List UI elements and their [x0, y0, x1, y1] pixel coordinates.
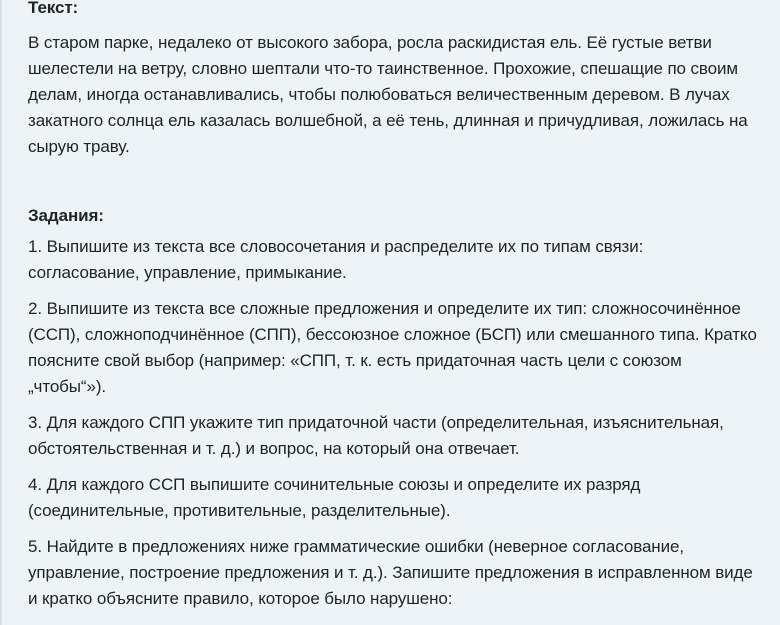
text-paragraph: В старом парке, недалеко от высокого забора, росла раскидистая ель. Её густые ветви шелестели на ветру, словно шептали что-то таинственное. Прохожие, спешащие по своим делам, иногда останавливались, чтобы полюбоваться величественным деревом. В лучах закатного солнца ель казалась волшебной, а её тень, длинная и причудливая, ложилась на сырую траву. [28, 33, 748, 156]
tasks-heading: Задания: [28, 206, 104, 225]
task-item-4: 4. Для каждого ССП выпишите сочинительные союзы и определите их разряд (соединительные, противительные, разделительные). [28, 475, 641, 520]
task-item-2: 2. Выпишите из текста все сложные предложения и определите их тип: сложносочинённое (ССП), сложноподчинённое (СПП), бессоюзное сложное (БСП) или смешанного типа. Кратко поясните свой выбор (например: «СПП, т. к. есть придаточная часть цели с союзом „чтобы“»). [28, 299, 757, 396]
task-item-3: 3. Для каждого СПП укажите тип придаточной части (определительная, изъяснительная, обстоятельственная и т. д.) и вопрос, на который она отвечает. [28, 413, 724, 458]
task-item-1: 1. Выпишите из текста все словосочетания и распределите их по типам связи: согласование, управление, примыкание. [28, 237, 644, 282]
tasks-list [28, 234, 758, 612]
text-heading: Текст: [28, 0, 79, 17]
document-content [2, 0, 780, 612]
task-item-5: 5. Найдите в предложениях ниже грамматические ошибки (неверное согласование, управление, построение предложения и т. д.). Запишите предложения в исправленном виде и кратко объясните правило, которое было нарушено: [28, 537, 753, 608]
